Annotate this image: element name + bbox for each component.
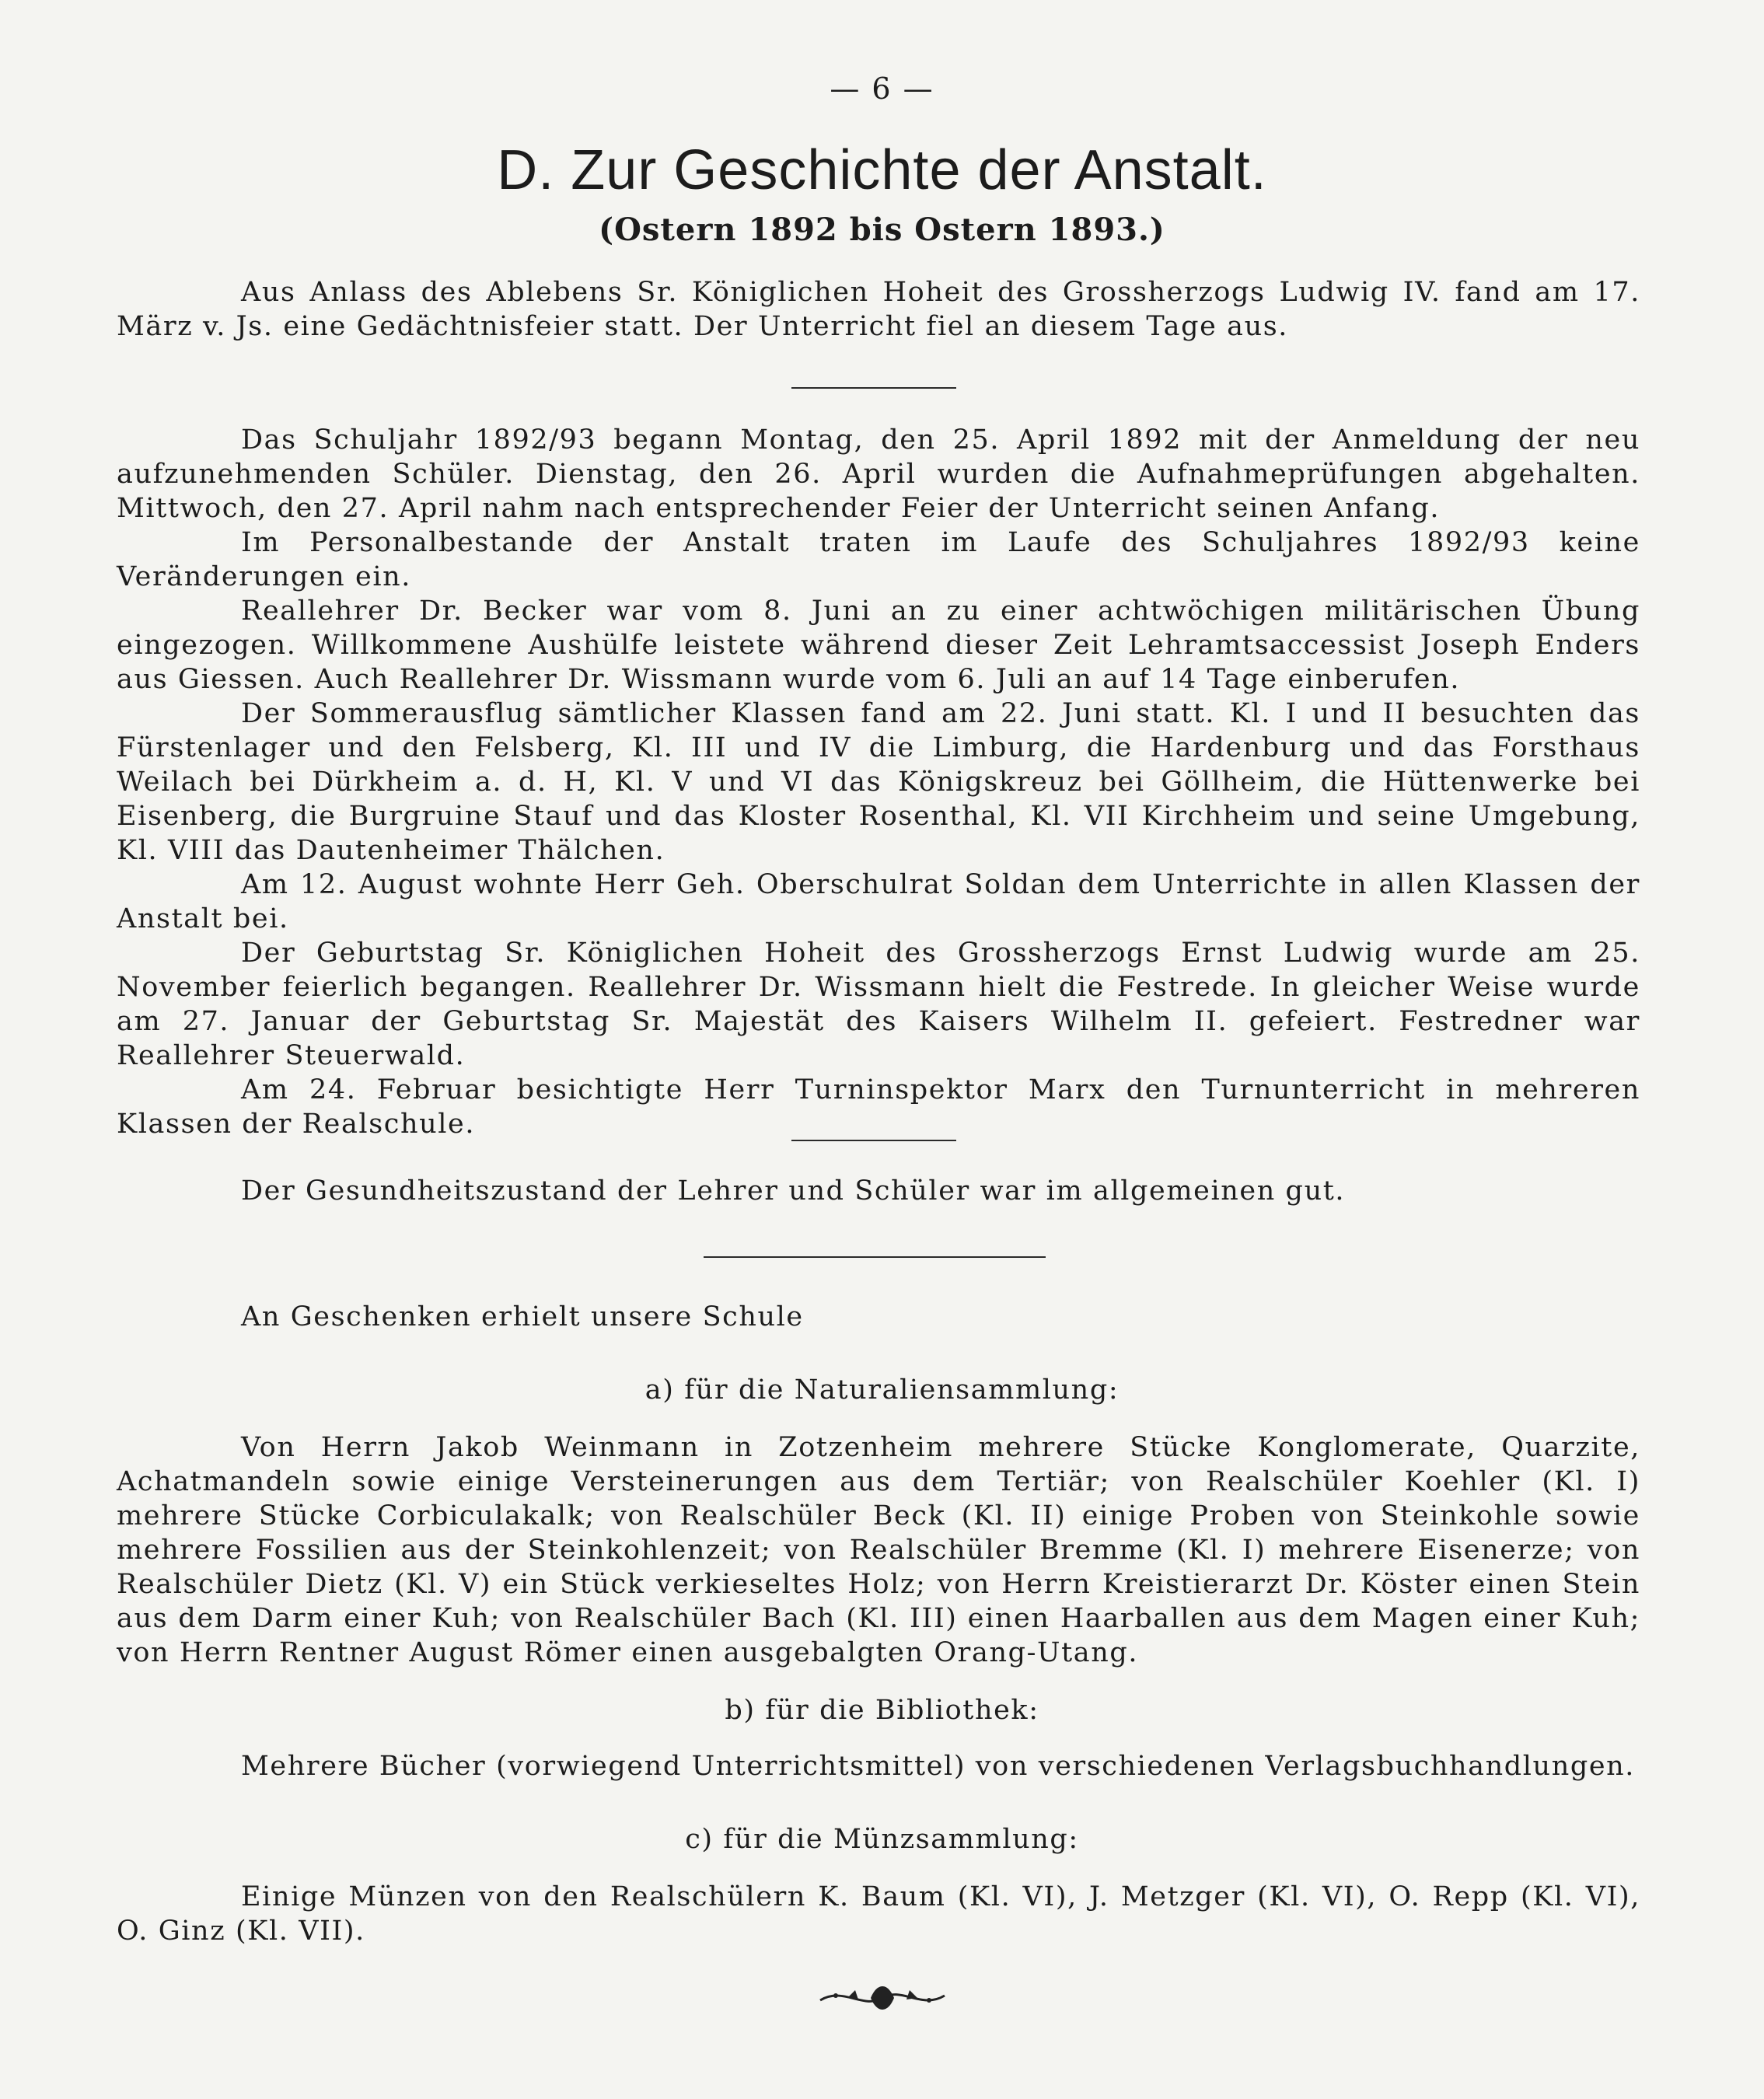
chronicle-block	[117, 423, 1640, 1141]
fleuron-ornament-icon	[816, 1979, 948, 2017]
section-title: D. Zur Geschichte der Anstalt.	[497, 139, 1267, 201]
intro-paragraph	[117, 275, 1640, 344]
gift-a-text: Von Herrn Jakob Weinmann in Zotzenheim mehrere Stücke Konglomerate, Quarzite, Achatmandeln sowie einige Versteinerungen aus dem Tertiär; von Realschüler Koehler (Kl. I) mehrere Stücke Corbiculakalk; von Realschüler Beck (Kl. II) einige Proben von Steinkohle sowie mehrere Fossilien aus der Steinkohlenzeit; von Realschüler Bremme (Kl. I) mehrere Eisenerze; von Realschüler Dietz (Kl. V) ein Stück verkieseltes Holz; von Herrn Kreistierarzt Dr. Köster einen Stein aus dem Darm einer Kuh; von Realschüler Bach (Kl. III) einen Haarballen aus dem Magen einer Kuh; von Herrn Rentner August Römer einen ausgebalgten Orang-Utang.	[117, 1432, 1640, 1668]
chronicle-paragraph: Der Sommerausflug sämtlicher Klassen fand am 22. Juni statt. Kl. I und II besuchten das Fürstenlager und den Felsberg, Kl. III und IV die Limburg, die Hardenburg und das Forsthaus Weilach bei Dürkheim a. d. H, Kl. V und VI das Königskreuz bei Göllheim, die Hüttenwerke bei Eisenberg, die Burgruine Stauf und das Kloster Rosenthal, Kl. VII Kirchheim und seine Umgebung, Kl. VIII das Dautenheimer Thälchen.	[117, 698, 1640, 866]
separator-rule	[791, 387, 956, 389]
gifts-intro-text: An Geschenken erhielt unsere Schule	[241, 1301, 804, 1332]
separator-rule	[704, 1256, 1046, 1258]
separator-rule	[791, 1140, 956, 1141]
gift-a-paragraph	[117, 1430, 1640, 1670]
gift-a-heading: a) für die Naturaliensammlung:	[644, 1374, 1120, 1406]
chronicle-paragraph: Am 24. Februar besichtigte Herr Turninspektor Marx den Turnunterricht in mehreren Klassen der Realschule.	[117, 1074, 1640, 1140]
gift-b-text: Mehrere Bücher (vorwiegend Unterrichtsmittel) von verschiedenen Verlagsbuchhandlungen.	[241, 1751, 1636, 1782]
health-text: Der Gesundheitszustand der Lehrer und Schüler war im allgemeinen gut.	[241, 1175, 1346, 1207]
chronicle-paragraph: Das Schuljahr 1892/93 begann Montag, den 25. April 1892 mit der Anmeldung der neu aufzunehmenden Schüler. Dienstag, den 26. April wurden die Aufnahmeprüfungen abgehalten. Mittwoch, den 27. April nahm nach entsprechender Feier der Unterricht seinen Anfang.	[117, 424, 1640, 524]
gift-c-text: Einige Münzen von den Realschülern K. Baum (Kl. VI), J. Metzger (Kl. VI), O. Repp (Kl. VI), O. Ginz (Kl. VII).	[117, 1881, 1640, 1947]
health-paragraph	[117, 1174, 1640, 1208]
intro-text: Aus Anlass des Ablebens Sr. Königlichen Hoheit des Grossherzogs Ludwig IV. fand am 17. März v. Js. eine Gedächtnisfeier statt. Der Unterricht fiel an diesem Tage aus.	[117, 277, 1640, 342]
chronicle-paragraph: Reallehrer Dr. Becker war vom 8. Juni an zu einer achtwöchigen militärischen Übung eingezogen. Willkommene Aushülfe leistete während dieser Zeit Lehramtsaccessist Joseph Enders aus Giessen. Auch Reallehrer Dr. Wissmann wurde vom 6. Juli an auf 14 Tage einberufen.	[117, 595, 1640, 695]
gift-c-heading: c) für die Münzsammlung:	[685, 1824, 1079, 1855]
chronicle-paragraph: Im Personalbestande der Anstalt traten im Laufe des Schuljahres 1892/93 keine Veränderungen ein.	[117, 527, 1640, 592]
chronicle-paragraph: Am 12. August wohnte Herr Geh. Oberschulrat Soldan dem Unterrichte in allen Klassen der Anstalt bei.	[117, 869, 1640, 934]
page-number: — 6 —	[830, 72, 934, 106]
gift-b-heading: b) für die Bibliothek:	[725, 1695, 1039, 1726]
chronicle-paragraph: Der Geburtstag Sr. Königlichen Hoheit des Grossherzogs Ernst Ludwig wurde am 25. November feierlich begangen. Reallehrer Dr. Wissmann hielt die Festrede. In gleicher Weise wurde am 27. Januar der Geburtstag Sr. Majestät des Kaisers Wilhelm II. gefeiert. Festredner war Reallehrer Steuerwald.	[117, 938, 1640, 1071]
gifts-intro-paragraph	[117, 1300, 1640, 1334]
gift-b-paragraph	[117, 1749, 1640, 1783]
gift-c-paragraph	[117, 1880, 1640, 1948]
section-subtitle: (Ostern 1892 bis Ostern 1893.)	[599, 211, 1165, 248]
